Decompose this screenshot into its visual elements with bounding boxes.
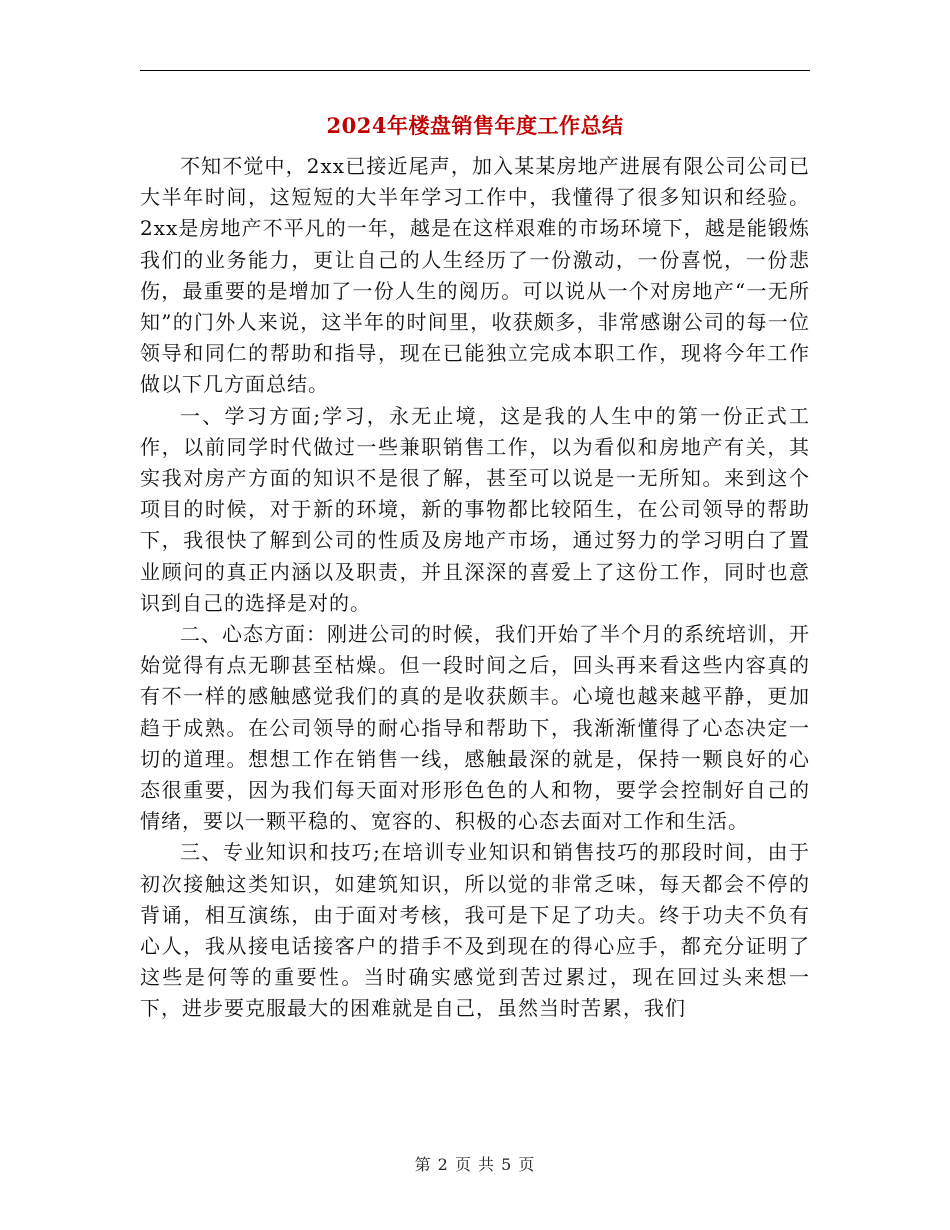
paragraph-mindset: 二、心态方面：刚进公司的时候，我们开始了半个月的系统培训，开始觉得有点无聊甚至枯燥。但一段时间之后，回头再来看这些内容真的有不一样的感触感觉我们的真的是收获颇丰。心境也越来越平静，更加趋于成熟。在公司领导的耐心指导和帮助下，我渐渐懂得了心态决定一切的道理。想想工作在销售一线，感触最深的就是，保持一颗良好的心态很重要，因为我们每天面对形形色色的人和物，要学会控制好自己的情绪，要以一颗平稳的、宽容的、积极的心态去面对工作和生活。 bbox=[140, 622, 810, 834]
header-rule bbox=[140, 70, 810, 71]
paragraph-skills: 三、专业知识和技巧;在培训专业知识和销售技巧的那段时间，由于初次接触这类知识，如建筑知识，所以觉的非常乏味，每天都会不停的背诵，相互演练，由于面对考核，我可是下足了功夫。终于功夫不负有心人，我从接电话接客户的措手不及到现在的得心应手，都充分证明了这些是何等的重要性。当时确实感觉到苦过累过，现在回过头来想一下，进步要克服最大的困难就是自己，虽然当时苦累，我们 bbox=[140, 840, 810, 1021]
document-body bbox=[140, 151, 810, 1025]
paragraph-learning: 一、学习方面;学习，永无止境，这是我的人生中的第一份正式工作，以前同学时代做过一些兼职销售工作，以为看似和房地产有关，其实我对房产方面的知识不是很了解，甚至可以说是一无所知。来到这个项目的时候，对于新的环境，新的事物都比较陌生，在公司领导的帮助下，我很快了解到公司的性质及房地产市场，通过努力的学习明白了置业顾问的真正内涵以及职责，并且深深的喜爱上了这份工作，同时也意识到自己的选择是对的。 bbox=[140, 403, 810, 615]
paragraph-intro: 不知不觉中，2xx已接近尾声，加入某某房地产进展有限公司公司已大半年时间，这短短的大半年学习工作中，我懂得了很多知识和经验。2xx是房地产不平凡的一年，越是在这样艰难的市场环境下，越是能锻炼我们的业务能力，更让自己的人生经历了一份激动，一份喜悦，一份悲伤，最重要的是增加了一份人生的阅历。可以说从一个对房地产“一无所知”的门外人来说，这半年的时间里，收获颇多，非常感谢公司的每一位领导和同仁的帮助和指导，现在已能独立完成本职工作，现将今年工作做以下几方面总结。 bbox=[140, 154, 810, 397]
document-title: 2024年楼盘销售年度工作总结 bbox=[326, 113, 624, 138]
page-footer: 第 2 页 共 5 页 bbox=[414, 1155, 536, 1174]
